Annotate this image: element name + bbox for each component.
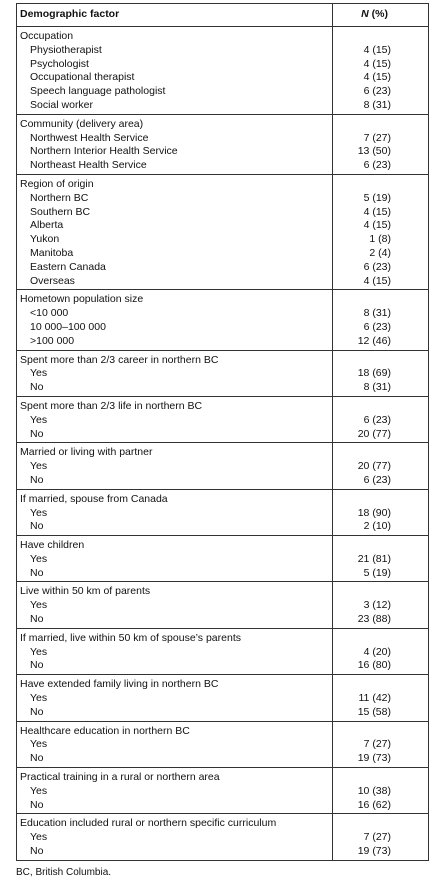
item-label: No <box>30 659 44 672</box>
value-spacer <box>336 632 391 646</box>
factor-cell <box>17 489 333 535</box>
item-label: Southern BC <box>30 205 91 218</box>
item-value: 1 (8) <box>369 233 391 246</box>
value-cell <box>333 536 429 582</box>
factor-cell <box>17 350 333 396</box>
value-cell <box>333 582 429 628</box>
item-value: 4 (15) <box>363 57 391 70</box>
table-row <box>17 27 429 115</box>
group-title: Have extended family living in northern BC <box>20 678 219 691</box>
header-n-label: N <box>361 8 369 20</box>
item-label: Yes <box>30 645 48 658</box>
item-label: Occupational therapist <box>30 71 135 84</box>
group-title: Have children <box>20 539 85 552</box>
table-row <box>17 174 429 289</box>
item-label: Speech language pathologist <box>30 85 166 98</box>
item-label: Manitoba <box>30 246 74 259</box>
item-label: No <box>30 566 44 579</box>
factor-cell <box>17 443 333 489</box>
item-value: 4 (15) <box>363 219 391 232</box>
item-label: No <box>30 705 44 718</box>
table-row <box>17 114 429 174</box>
item-value: 6 (23) <box>363 320 391 333</box>
value-cell <box>333 628 429 674</box>
group-title: Region of origin <box>20 177 94 190</box>
value-cell <box>333 768 429 814</box>
item-label: Yes <box>30 506 48 519</box>
item-value: 6 (23) <box>363 85 391 98</box>
value-spacer <box>336 400 391 414</box>
factor-cell <box>17 27 333 115</box>
value-spacer <box>336 493 391 507</box>
value-spacer <box>336 539 391 553</box>
item-label: No <box>30 427 44 440</box>
item-value: 6 (23) <box>363 260 391 273</box>
table-row <box>17 396 429 442</box>
factor-cell <box>17 290 333 350</box>
item-value: 5 (19) <box>363 566 391 579</box>
group-title: Community (delivery area) <box>20 117 144 130</box>
factor-cell <box>17 114 333 174</box>
item-label: Yes <box>30 692 48 705</box>
value-cell <box>333 443 429 489</box>
item-label: Yes <box>30 738 48 751</box>
value-spacer <box>336 446 391 460</box>
item-label: Yes <box>30 413 48 426</box>
item-value: 8 (31) <box>363 98 391 111</box>
value-cell <box>333 489 429 535</box>
item-label: Northern Interior Health Service <box>30 145 178 158</box>
demographics-table-container <box>16 3 428 879</box>
item-value: 4 (15) <box>363 205 391 218</box>
item-value: 12 (46) <box>357 334 391 347</box>
factor-cell <box>17 628 333 674</box>
value-spacer <box>336 585 391 599</box>
factor-cell <box>17 768 333 814</box>
table-row <box>17 536 429 582</box>
item-value: 2 (4) <box>369 246 391 259</box>
item-value: 10 (38) <box>357 784 391 797</box>
value-cell <box>333 27 429 115</box>
item-value: 20 (77) <box>357 427 391 440</box>
item-label: Yes <box>30 784 48 797</box>
item-value: 7 (27) <box>363 738 391 751</box>
header-n-percent <box>333 4 429 27</box>
value-cell <box>333 174 429 289</box>
item-label: Eastern Canada <box>30 260 106 273</box>
group-title: Spent more than 2/3 life in northern BC <box>20 399 203 412</box>
table-footnote: BC, British Columbia. <box>16 866 112 878</box>
item-value: 4 (15) <box>363 43 391 56</box>
table-row <box>17 814 429 860</box>
item-label: No <box>30 613 44 626</box>
item-value: 4 (15) <box>363 274 391 287</box>
item-value: 8 (31) <box>363 381 391 394</box>
value-cell <box>333 721 429 767</box>
value-spacer <box>336 293 391 307</box>
table-row <box>17 290 429 350</box>
value-cell <box>333 814 429 860</box>
value-cell <box>333 675 429 721</box>
item-value: 20 (77) <box>357 460 391 473</box>
item-value: 6 (23) <box>363 413 391 426</box>
table-row <box>17 721 429 767</box>
item-label: Northwest Health Service <box>30 131 149 144</box>
item-label: Yes <box>30 552 48 565</box>
item-value: 15 (58) <box>357 705 391 718</box>
item-label: No <box>30 473 44 486</box>
item-value: 16 (80) <box>357 659 391 672</box>
item-label: Psychologist <box>30 57 89 70</box>
item-value: 5 (19) <box>363 191 391 204</box>
value-spacer <box>336 30 391 44</box>
value-spacer <box>336 118 391 132</box>
item-value: 23 (88) <box>357 613 391 626</box>
item-value: 7 (27) <box>363 831 391 844</box>
group-title: Spent more than 2/3 career in northern BC <box>20 353 219 366</box>
item-value: 6 (23) <box>363 473 391 486</box>
table-row <box>17 768 429 814</box>
item-label: Northeast Health Service <box>30 159 147 172</box>
item-label: 10 000–100 000 <box>30 320 106 333</box>
value-spacer <box>336 771 391 785</box>
factor-cell <box>17 814 333 860</box>
table-row <box>17 628 429 674</box>
table-header-row <box>17 4 429 27</box>
item-value: 3 (12) <box>363 599 391 612</box>
item-label: No <box>30 752 44 765</box>
group-title: Hometown population size <box>20 293 144 306</box>
item-value: 7 (27) <box>363 131 391 144</box>
value-spacer <box>336 817 391 831</box>
factor-cell <box>17 536 333 582</box>
table-row <box>17 350 429 396</box>
value-spacer <box>336 178 391 192</box>
factor-cell <box>17 721 333 767</box>
item-label: Physiotherapist <box>30 43 102 56</box>
value-cell <box>333 114 429 174</box>
value-spacer <box>336 725 391 739</box>
item-label: Yes <box>30 460 48 473</box>
item-label: No <box>30 798 44 811</box>
item-label: No <box>30 845 44 858</box>
item-value: 21 (81) <box>357 552 391 565</box>
group-title: Education included rural or northern specific curriculum <box>20 817 277 830</box>
item-label: >100 000 <box>30 334 75 347</box>
demographics-table <box>16 3 429 861</box>
item-value: 19 (73) <box>357 845 391 858</box>
factor-cell <box>17 582 333 628</box>
item-label: Social worker <box>30 98 94 111</box>
value-cell <box>333 290 429 350</box>
table-body <box>17 27 429 861</box>
group-title: Occupation <box>20 30 74 42</box>
item-label: No <box>30 520 44 533</box>
value-spacer <box>336 354 391 368</box>
group-title: If married, live within 50 km of spouse’s parents <box>20 631 241 644</box>
item-value: 13 (50) <box>357 145 391 158</box>
group-title: Practical training in a rural or northern area <box>20 771 220 784</box>
item-label: Yes <box>30 599 48 612</box>
item-value: 18 (69) <box>357 367 391 380</box>
item-label: Overseas <box>30 274 75 287</box>
header-pct-label: (%) <box>368 8 388 20</box>
item-value: 6 (23) <box>363 159 391 172</box>
item-label: Alberta <box>30 219 64 232</box>
table-row <box>17 675 429 721</box>
value-spacer <box>336 678 391 692</box>
item-label: Yukon <box>30 233 60 246</box>
header-demographic-factor: Demographic factor <box>17 4 333 27</box>
item-value: 11 (42) <box>358 692 391 705</box>
group-title: Live within 50 km of parents <box>20 585 151 598</box>
item-label: Northern BC <box>30 191 89 204</box>
table-row <box>17 489 429 535</box>
group-title: Married or living with partner <box>20 446 153 459</box>
item-label: <10 000 <box>30 307 69 320</box>
item-value: 18 (90) <box>357 506 391 519</box>
value-cell <box>333 396 429 442</box>
table-row <box>17 443 429 489</box>
item-value: 2 (10) <box>363 520 391 533</box>
group-title: If married, spouse from Canada <box>20 492 168 505</box>
item-value: 4 (15) <box>363 71 391 84</box>
item-value: 8 (31) <box>363 307 391 320</box>
item-value: 16 (62) <box>357 798 391 811</box>
factor-cell <box>17 675 333 721</box>
item-label: Yes <box>30 831 48 844</box>
item-label: Yes <box>30 367 48 380</box>
item-value: 19 (73) <box>357 752 391 765</box>
value-cell <box>333 350 429 396</box>
factor-cell <box>17 174 333 289</box>
group-title: Healthcare education in northern BC <box>20 724 190 737</box>
factor-cell <box>17 396 333 442</box>
table-row <box>17 582 429 628</box>
item-value: 4 (20) <box>363 645 391 658</box>
item-label: No <box>30 381 44 394</box>
